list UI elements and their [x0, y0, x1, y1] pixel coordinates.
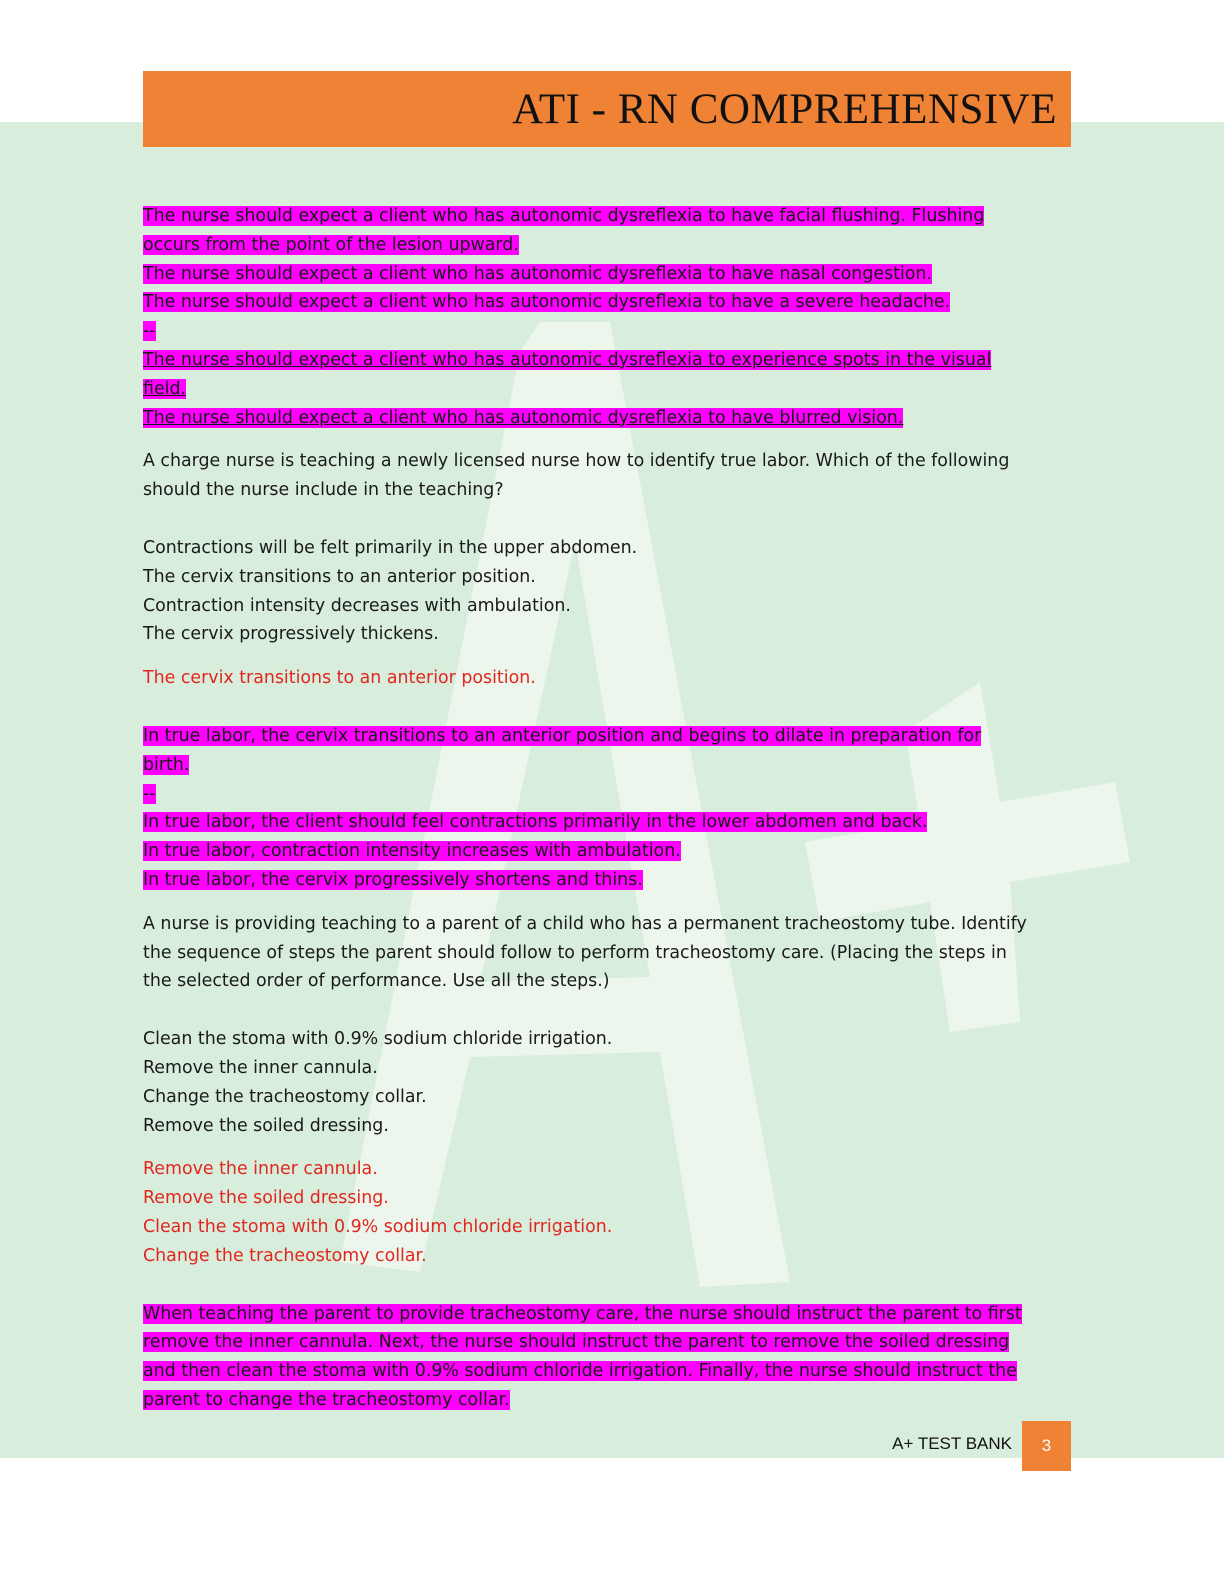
- rationale-line: The nurse should expect a client who has autonomic dysreflexia to have a severe headache.: [143, 292, 951, 313]
- rationale-line: In true labor, the client should feel contractions primarily in the lower abdomen and back.: [143, 812, 928, 833]
- option-item: The cervix transitions to an anterior position.: [143, 566, 536, 587]
- question-prompt: A nurse is providing teaching to a parent of a child who has a permanent tracheostomy tube. Identify: [143, 913, 1027, 934]
- rationale-line: remove the inner cannula. Next, the nurse should instruct the parent to remove the soiled dressing: [143, 1332, 1010, 1353]
- rationale-line-underlined: field.: [143, 378, 187, 399]
- rationale-line-underlined: The nurse should expect a client who has autonomic dysreflexia to experience spots in the visual: [143, 349, 992, 370]
- header-bar: [143, 71, 1071, 147]
- option-item: Remove the soiled dressing.: [143, 1115, 389, 1136]
- question-prompt: the sequence of steps the parent should follow to perform tracheostomy care. (Placing the steps in: [143, 942, 1007, 963]
- option-item: Clean the stoma with 0.9% sodium chloride irrigation.: [143, 1029, 613, 1050]
- question-prompt: should the nurse include in the teaching?: [143, 480, 504, 501]
- separator: --: [143, 783, 156, 804]
- rationale-block-1: [143, 202, 1073, 432]
- question-prompt: A charge nurse is teaching a newly licensed nurse how to identify true labor. Which of the following: [143, 451, 1010, 472]
- footer-label: A+ TEST BANK: [892, 1434, 1012, 1453]
- answer-item: Remove the soiled dressing.: [143, 1188, 389, 1209]
- rationale-line: The nurse should expect a client who has autonomic dysreflexia to have facial flushing. Flushing: [143, 206, 985, 226]
- question-1: [143, 447, 1073, 894]
- rationale-line: In true labor, contraction intensity increases with ambulation.: [143, 841, 681, 862]
- answer-item: Remove the inner cannula.: [143, 1159, 378, 1180]
- rationale-line: In true labor, the cervix transitions to an anterior position and begins to dilate in preparation for: [143, 725, 982, 746]
- rationale-line: In true labor, the cervix progressively shortens and thins.: [143, 869, 643, 890]
- question-2: [143, 910, 1073, 1415]
- separator: --: [143, 321, 156, 342]
- rationale-line: occurs from the point of the lesion upward.: [143, 234, 519, 255]
- answer-item: Change the tracheostomy collar.: [143, 1245, 427, 1266]
- option-item: Contraction intensity decreases with ambulation.: [143, 595, 571, 616]
- rationale-line: and then clean the stoma with 0.9% sodium chloride irrigation. Finally, the nurse should instruct the: [143, 1361, 1017, 1382]
- option-item: Remove the inner cannula.: [143, 1057, 378, 1078]
- rationale-line: The nurse should expect a client who has autonomic dysreflexia to have nasal congestion.: [143, 263, 932, 284]
- option-item: Contractions will be felt primarily in the upper abdomen.: [143, 537, 638, 558]
- document-content: [143, 202, 1073, 1415]
- answer-item: The cervix transitions to an anterior position.: [143, 668, 536, 689]
- option-item: The cervix progressively thickens.: [143, 624, 439, 645]
- answer-item: Clean the stoma with 0.9% sodium chloride irrigation.: [143, 1216, 613, 1237]
- rationale-line: birth.: [143, 754, 190, 775]
- option-item: Change the tracheostomy collar.: [143, 1086, 427, 1107]
- question-prompt: the selected order of performance. Use all the steps.): [143, 971, 610, 992]
- page-title: ATI - RN COMPREHENSIVE: [512, 86, 1057, 133]
- rationale-line: parent to change the tracheostomy collar.: [143, 1389, 510, 1410]
- rationale-line-underlined: The nurse should expect a client who has autonomic dysreflexia to have blurred vision.: [143, 407, 904, 428]
- page-number: 3: [1022, 1421, 1071, 1471]
- rationale-line: When teaching the parent to provide tracheostomy care, the nurse should instruct the parent to first: [143, 1303, 1022, 1324]
